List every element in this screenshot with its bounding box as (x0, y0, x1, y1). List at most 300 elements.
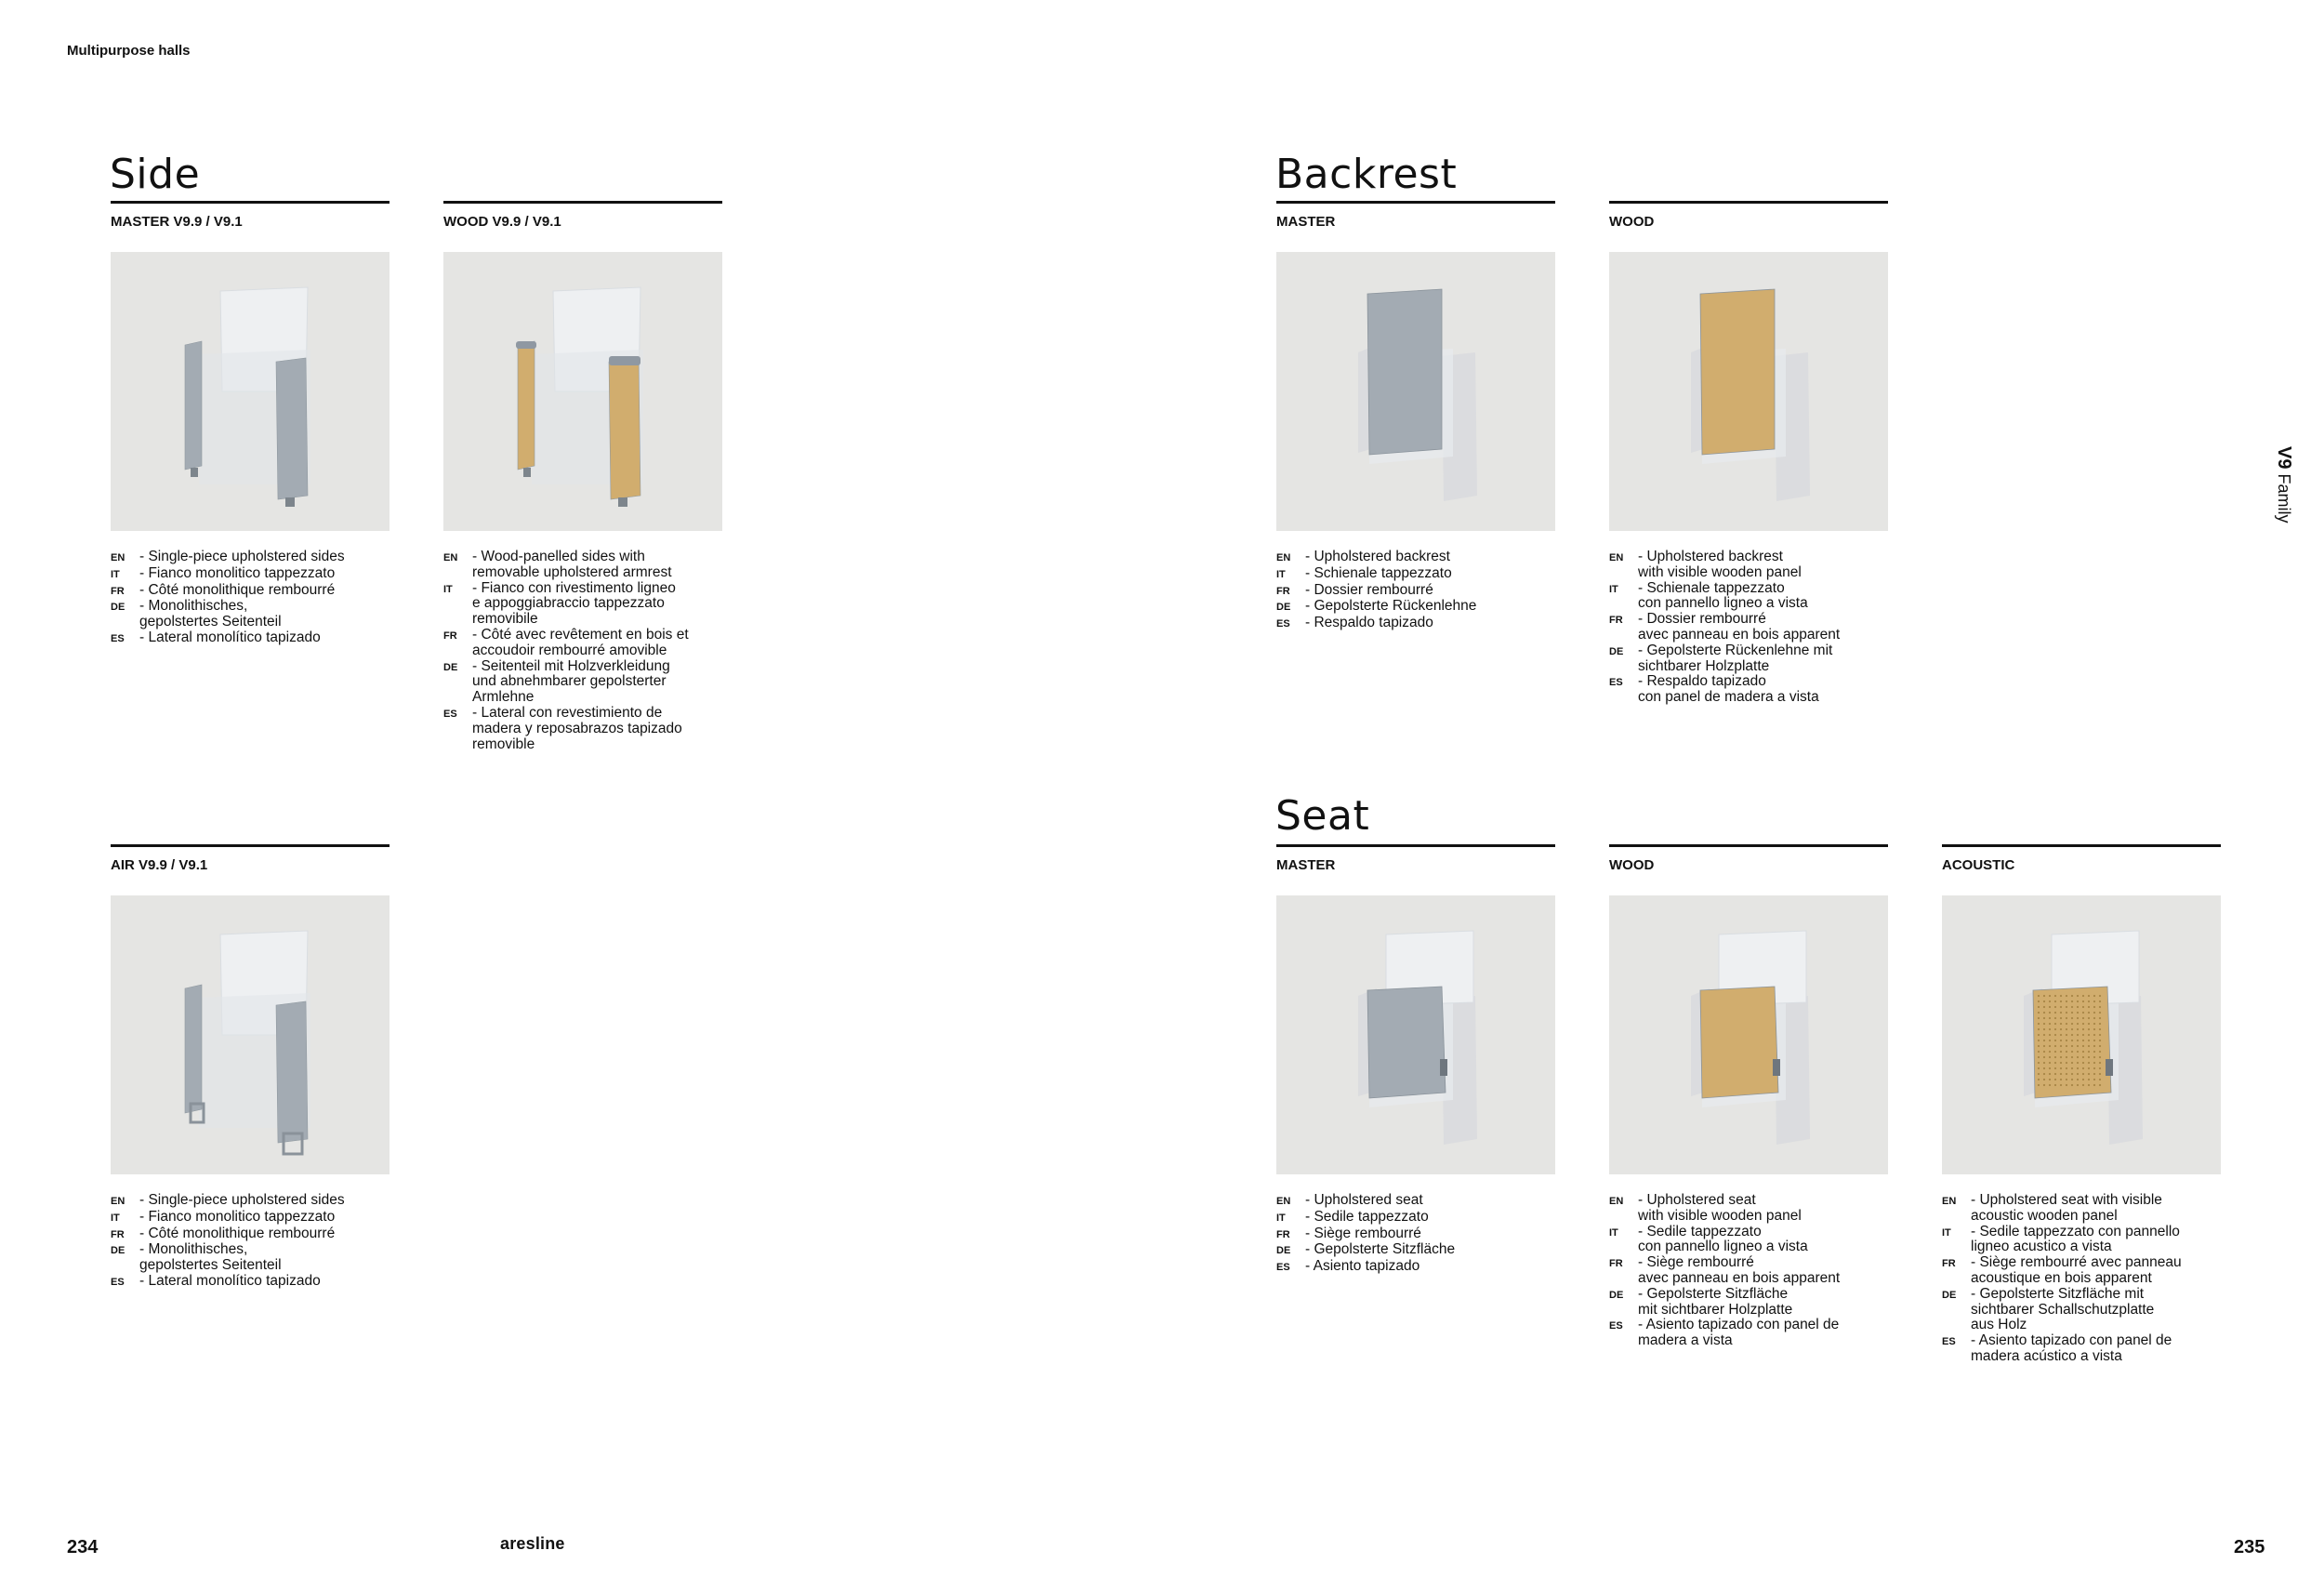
acoustic-perforation (2077, 1073, 2079, 1075)
acoustic-perforation (2099, 1017, 2101, 1019)
acoustic-perforation (2077, 1062, 2079, 1064)
seat-hinge (2106, 1059, 2113, 1076)
foot-left (191, 468, 198, 477)
acoustic-perforation (2038, 1017, 2040, 1019)
acoustic-perforation (2093, 1012, 2095, 1014)
acoustic-perforation (2049, 1012, 2051, 1014)
acoustic-perforation (2043, 1079, 2045, 1080)
item-side-wood (443, 201, 722, 752)
acoustic-perforation (2066, 1006, 2067, 1008)
description-text: - Upholstered backrest with visible wooden panel (1638, 549, 1802, 580)
description-text: - Asiento tapizado con panel de madera a vista (1638, 1317, 1840, 1349)
acoustic-perforation (2060, 1028, 2062, 1030)
acoustic-perforation (2054, 1012, 2056, 1014)
acoustic-perforation (2054, 1001, 2056, 1002)
acoustic-perforation (2082, 995, 2084, 997)
acoustic-perforation (2071, 1001, 2073, 1002)
acoustic-perforation (2038, 1079, 2040, 1080)
acoustic-perforation (2099, 1012, 2101, 1014)
acoustic-perforation (2093, 1051, 2095, 1053)
acoustic-perforation (2082, 1056, 2084, 1058)
acoustic-perforation (2082, 1040, 2084, 1041)
description-text: - Fianco con rivestimento ligneo e appoggiabraccio tappezzato removibile (472, 579, 676, 628)
description-row (1609, 1318, 1888, 1349)
description-row (1276, 566, 1555, 583)
acoustic-perforation (2038, 1006, 2040, 1008)
acoustic-perforation (2088, 1051, 2090, 1053)
acoustic-perforation (2071, 1028, 2073, 1030)
acoustic-perforation (2049, 1084, 2051, 1086)
acoustic-perforation (2077, 1045, 2079, 1047)
chair-illustration (185, 287, 310, 507)
acoustic-perforation (2060, 1040, 2062, 1041)
language-code: IT (443, 583, 453, 595)
seat-hinge (1773, 1059, 1780, 1076)
acoustic-perforation (2093, 1034, 2095, 1036)
foot-right (285, 497, 295, 507)
acoustic-perforation (2043, 995, 2045, 997)
description-text: - Lateral con revestimiento de madera y reposabrazos tapizado removible (472, 704, 682, 752)
item-label: MASTER (1276, 857, 1336, 873)
seat-panel (1367, 987, 1446, 1098)
description-text: - Sedile tappezzato con pannello ligneo acustico a vista (1971, 1223, 2180, 1255)
acoustic-perforation (2088, 1067, 2090, 1069)
side-tab-family: Family (2275, 473, 2293, 523)
description-row (111, 1274, 390, 1291)
language-code: FR (1609, 615, 1623, 627)
product-photo (1609, 895, 1888, 1174)
description-text: - Côté monolithique rembourré (139, 581, 336, 598)
seat-panel (1700, 987, 1778, 1098)
acoustic-perforation (2060, 1056, 2062, 1058)
acoustic-perforation (2043, 1073, 2045, 1075)
acoustic-perforation (2060, 1012, 2062, 1014)
acoustic-perforation (2066, 1056, 2067, 1058)
chair-illustration (185, 931, 310, 1154)
description-text: - Monolithisches, gepolstertes Seitenteil (139, 1241, 282, 1274)
description-text: - Asiento tapizado (1305, 1258, 1420, 1275)
acoustic-perforation (2043, 1023, 2045, 1025)
acoustic-perforation (2071, 1034, 2073, 1036)
description-text: - Gepolsterte Sitzfläche (1305, 1241, 1456, 1258)
acoustic-perforation (2054, 1067, 2056, 1069)
item-label: WOOD (1609, 857, 1655, 873)
language-code: DE (443, 661, 458, 673)
acoustic-perforation (2038, 1023, 2040, 1025)
description-text: - Lateral monolítico tapizado (139, 1272, 321, 1289)
acoustic-perforation (2066, 1051, 2067, 1053)
description-row (443, 628, 722, 659)
language-code: DE (111, 602, 125, 614)
acoustic-perforation (2054, 1045, 2056, 1047)
acoustic-perforation (2093, 995, 2095, 997)
acoustic-perforation (2060, 1006, 2062, 1008)
acoustic-perforation (2077, 1001, 2079, 1002)
acoustic-perforation (2082, 1001, 2084, 1002)
acoustic-perforation (2060, 1062, 2062, 1064)
item-rule (1609, 844, 1888, 847)
description-row (1942, 1225, 2221, 1256)
acoustic-perforation (2077, 1028, 2079, 1030)
language-code: ES (1942, 1336, 1956, 1348)
language-code: FR (111, 585, 125, 597)
language-code: ES (111, 1276, 125, 1288)
acoustic-perforation (2099, 1056, 2101, 1058)
acoustic-perforation (2082, 1012, 2084, 1014)
acoustic-perforation (2049, 1051, 2051, 1053)
acoustic-perforation (2071, 1012, 2073, 1014)
acoustic-perforation (2088, 1040, 2090, 1041)
description-text: - Monolithisches, gepolstertes Seitenteil (139, 598, 282, 630)
item-seat-master (1276, 844, 1555, 1276)
description-row (1276, 1193, 1555, 1210)
description-row (1942, 1255, 2221, 1287)
language-code: FR (111, 1228, 125, 1240)
language-code: IT (111, 1212, 120, 1224)
acoustic-perforation (2038, 1045, 2040, 1047)
description-row (1276, 550, 1555, 566)
item-label: AIR V9.9 / V9.1 (111, 857, 208, 873)
item-description (1942, 1193, 2221, 1365)
acoustic-perforation (2060, 1001, 2062, 1002)
acoustic-perforation (2082, 1028, 2084, 1030)
acoustic-perforation (2099, 1084, 2101, 1086)
acoustic-perforation (2066, 1073, 2067, 1075)
item-description (1276, 1193, 1555, 1276)
acoustic-perforation (2066, 1045, 2067, 1047)
description-text: - Respaldo tapizado con panel de madera a vista (1638, 673, 1819, 706)
acoustic-perforation (2082, 1084, 2084, 1086)
acoustic-perforation (2043, 1062, 2045, 1064)
item-side-master (111, 201, 390, 647)
acoustic-perforation (2060, 1051, 2062, 1053)
item-description (1609, 550, 1888, 706)
language-code: ES (443, 708, 457, 720)
acoustic-perforation (2093, 1006, 2095, 1008)
armrest-left (609, 356, 640, 365)
acoustic-perforation (2049, 1073, 2051, 1075)
acoustic-perforation (2088, 1012, 2090, 1014)
acoustic-perforation (2088, 1079, 2090, 1080)
item-description (111, 1193, 390, 1291)
acoustic-perforation (2060, 1073, 2062, 1075)
acoustic-perforation (2054, 1017, 2056, 1019)
right-side-panel (276, 358, 308, 499)
acoustic-perforation (2038, 1056, 2040, 1058)
description-row (1942, 1193, 2221, 1225)
description-row (1276, 1210, 1555, 1226)
product-photo (1276, 895, 1555, 1174)
chair-illustration (1691, 289, 1810, 501)
chair-image (443, 252, 722, 531)
seat-hinge (1440, 1059, 1447, 1076)
acoustic-perforation (2088, 1001, 2090, 1002)
acoustic-perforation (2093, 1062, 2095, 1064)
acoustic-perforation (2054, 995, 2056, 997)
acoustic-perforation (2043, 1040, 2045, 1041)
backrest-panel (1700, 289, 1775, 455)
language-code: EN (1609, 1196, 1624, 1207)
item-rule (111, 201, 390, 204)
description-text: - Schienale tappezzato (1305, 564, 1452, 581)
language-code: EN (443, 552, 458, 563)
language-code: ES (1276, 1262, 1290, 1274)
description-row (1609, 1225, 1888, 1256)
description-row (443, 706, 722, 752)
description-row (1276, 1242, 1555, 1259)
acoustic-perforation (2038, 1028, 2040, 1030)
acoustic-perforation (2038, 1040, 2040, 1041)
item-description (1609, 1193, 1888, 1349)
description-text: - Wood-panelled sides with removable upholstered armrest (472, 549, 672, 580)
acoustic-perforation (2077, 1017, 2079, 1019)
item-label: ACOUSTIC (1942, 857, 2015, 873)
acoustic-perforation (2066, 1028, 2067, 1030)
acoustic-perforation (2099, 1034, 2101, 1036)
language-code: EN (1942, 1196, 1957, 1207)
description-row (443, 659, 722, 706)
description-row (111, 599, 390, 630)
acoustic-perforation (2060, 1084, 2062, 1086)
acoustic-perforation (2038, 1034, 2040, 1036)
description-text: - Dossier rembourré (1305, 581, 1433, 598)
language-code: DE (1276, 1245, 1291, 1257)
acoustic-perforation (2038, 1001, 2040, 1002)
language-code: DE (1609, 1289, 1624, 1301)
acoustic-perforation (2043, 1006, 2045, 1008)
acoustic-perforation (2088, 1062, 2090, 1064)
description-text: - Asiento tapizado con panel de madera acústico a vista (1971, 1332, 2172, 1364)
acoustic-perforation (2038, 1012, 2040, 1014)
acoustic-perforation (2054, 1056, 2056, 1058)
side-tab (2266, 437, 2304, 549)
acoustic-perforation (2049, 1045, 2051, 1047)
acoustic-perforation (2082, 1062, 2084, 1064)
language-code: EN (111, 552, 125, 563)
page-number-left: 234 (67, 1537, 99, 1557)
acoustic-perforation (2082, 1017, 2084, 1019)
description-row (443, 550, 722, 581)
acoustic-perforation (2077, 1040, 2079, 1041)
acoustic-perforation (2093, 1045, 2095, 1047)
description-text: - Gepolsterte Rückenlehne mit sichtbarer Holzplatte (1638, 642, 1833, 674)
description-text: - Upholstered backrest (1305, 549, 1450, 564)
description-row (1609, 1287, 1888, 1319)
acoustic-perforation (2049, 1067, 2051, 1069)
item-label: WOOD V9.9 / V9.1 (443, 214, 561, 230)
acoustic-perforation (2054, 1040, 2056, 1041)
product-photo (443, 252, 722, 531)
acoustic-perforation (2054, 1062, 2056, 1064)
acoustic-perforation (2066, 1040, 2067, 1041)
language-code: FR (1276, 1228, 1290, 1240)
acoustic-perforation (2088, 1056, 2090, 1058)
item-backrest-master (1276, 201, 1555, 632)
acoustic-perforation (2077, 1079, 2079, 1080)
chair-illustration (1358, 931, 1477, 1145)
description-row (1609, 581, 1888, 613)
acoustic-perforation (2060, 1017, 2062, 1019)
language-code: EN (1609, 552, 1624, 563)
description-text: - Upholstered seat (1305, 1192, 1423, 1208)
acoustic-perforation (2093, 1084, 2095, 1086)
item-description (111, 550, 390, 647)
description-text: - Single-piece upholstered sides (139, 1192, 345, 1208)
acoustic-perforation (2093, 1073, 2095, 1075)
seat-panel (2033, 987, 2111, 1098)
acoustic-perforation (2099, 995, 2101, 997)
acoustic-perforation (2066, 1062, 2067, 1064)
left-side-panel (185, 985, 202, 1113)
acoustic-perforation (2049, 1023, 2051, 1025)
acoustic-perforation (2082, 1045, 2084, 1047)
description-text: - Siège rembourré (1305, 1225, 1421, 1241)
acoustic-perforation (2088, 1034, 2090, 1036)
item-backrest-wood (1609, 201, 1888, 706)
acoustic-perforation (2060, 1034, 2062, 1036)
chair-illustration (1358, 289, 1477, 501)
acoustic-perforation (2088, 1017, 2090, 1019)
acoustic-perforation (2054, 1006, 2056, 1008)
section-header: Multipurpose halls (67, 43, 191, 59)
acoustic-perforation (2038, 1084, 2040, 1086)
item-rule (111, 844, 390, 847)
chair-image (1276, 252, 1555, 531)
acoustic-perforation (2099, 1023, 2101, 1025)
language-code: ES (1609, 1320, 1623, 1332)
acoustic-perforation (2049, 1079, 2051, 1080)
acoustic-perforation (2099, 1045, 2101, 1047)
description-row (1609, 643, 1888, 675)
item-side-air (111, 844, 390, 1291)
language-code: EN (111, 1196, 125, 1207)
acoustic-perforation (2043, 1001, 2045, 1002)
chair-image (1609, 895, 1888, 1174)
right-side-panel (609, 358, 640, 499)
acoustic-perforation (2088, 1006, 2090, 1008)
description-text: - Gepolsterte Sitzfläche mit sichtbarer Holzplatte (1638, 1285, 1793, 1318)
language-code: IT (1276, 568, 1286, 580)
acoustic-perforation (2099, 1051, 2101, 1053)
description-text: - Schienale tappezzato con pannello ligneo a vista (1638, 579, 1808, 612)
acoustic-perforation (2043, 1056, 2045, 1058)
description-text: - Sedile tappezzato con pannello ligneo a vista (1638, 1223, 1808, 1255)
acoustic-perforation (2054, 1079, 2056, 1080)
chair-image (1276, 895, 1555, 1174)
acoustic-perforation (2049, 1062, 2051, 1064)
acoustic-perforation (2088, 1084, 2090, 1086)
section-title-side: Side (110, 151, 201, 198)
acoustic-perforation (2071, 1056, 2073, 1058)
acoustic-perforation (2093, 1079, 2095, 1080)
acoustic-perforation (2066, 1012, 2067, 1014)
acoustic-perforation (2071, 1006, 2073, 1008)
language-code: IT (1609, 583, 1618, 595)
acoustic-perforation (2043, 1045, 2045, 1047)
acoustic-perforation (2049, 1028, 2051, 1030)
item-label: MASTER V9.9 / V9.1 (111, 214, 243, 230)
description-text: - Lateral monolítico tapizado (139, 629, 321, 645)
acoustic-perforation (2099, 1067, 2101, 1069)
language-code: DE (1276, 602, 1291, 614)
description-text: - Côté monolithique rembourré (139, 1225, 336, 1241)
product-photo (1276, 252, 1555, 531)
chair-image (1942, 895, 2221, 1174)
description-row (111, 1242, 390, 1274)
acoustic-perforation (2054, 1084, 2056, 1086)
acoustic-perforation (2071, 1017, 2073, 1019)
acoustic-perforation (2099, 1001, 2101, 1002)
acoustic-perforation (2054, 1034, 2056, 1036)
language-code: DE (1609, 645, 1624, 657)
acoustic-perforation (2099, 1062, 2101, 1064)
description-row (1609, 612, 1888, 643)
acoustic-perforation (2066, 1023, 2067, 1025)
product-photo (111, 895, 390, 1174)
language-code: DE (1942, 1289, 1957, 1301)
acoustic-perforation (2093, 1056, 2095, 1058)
item-rule (1276, 201, 1555, 204)
acoustic-perforation (2071, 1067, 2073, 1069)
description-row (111, 583, 390, 600)
acoustic-perforation (2088, 1045, 2090, 1047)
language-code: DE (111, 1245, 125, 1257)
acoustic-perforation (2066, 1001, 2067, 1002)
acoustic-perforation (2082, 1067, 2084, 1069)
acoustic-perforation (2060, 1023, 2062, 1025)
acoustic-perforation (2071, 1062, 2073, 1064)
description-row (1942, 1333, 2221, 1365)
product-photo (1609, 252, 1888, 531)
language-code: EN (1276, 1196, 1291, 1207)
brand-logo: aresline (500, 1534, 565, 1553)
acoustic-perforation (2071, 995, 2073, 997)
acoustic-perforation (2043, 1017, 2045, 1019)
acoustic-perforation (2082, 1051, 2084, 1053)
description-row (1942, 1287, 2221, 1333)
chair-image (111, 252, 390, 531)
acoustic-perforation (2043, 1051, 2045, 1053)
acoustic-perforation (2093, 1001, 2095, 1002)
acoustic-perforation (2054, 1023, 2056, 1025)
description-row (1609, 1255, 1888, 1287)
language-code: IT (1276, 1212, 1286, 1224)
acoustic-perforation (2066, 995, 2067, 997)
description-text: - Siège rembourré avec panneau acoustique en bois apparent (1971, 1254, 2182, 1286)
acoustic-perforation (2049, 995, 2051, 997)
side-tab-model: V9 (2274, 446, 2294, 470)
acoustic-perforation (2071, 1045, 2073, 1047)
description-text: - Dossier rembourré avec panneau en bois apparent (1638, 611, 1841, 643)
armrest-right (516, 341, 536, 349)
description-row (1276, 1259, 1555, 1276)
description-row (111, 1193, 390, 1210)
acoustic-perforation (2071, 1079, 2073, 1080)
description-row (111, 1226, 390, 1243)
acoustic-perforation (2066, 1067, 2067, 1069)
language-code: IT (111, 568, 120, 580)
language-code: ES (1276, 618, 1290, 630)
description-row (443, 581, 722, 628)
acoustic-perforation (2088, 1073, 2090, 1075)
acoustic-perforation (2049, 1001, 2051, 1002)
language-code: FR (1609, 1258, 1623, 1270)
acoustic-perforation (2077, 1051, 2079, 1053)
acoustic-perforation (2038, 1062, 2040, 1064)
acoustic-perforation (2099, 1073, 2101, 1075)
item-rule (1942, 844, 2221, 847)
description-text: - Fianco monolitico tappezzato (139, 564, 336, 581)
